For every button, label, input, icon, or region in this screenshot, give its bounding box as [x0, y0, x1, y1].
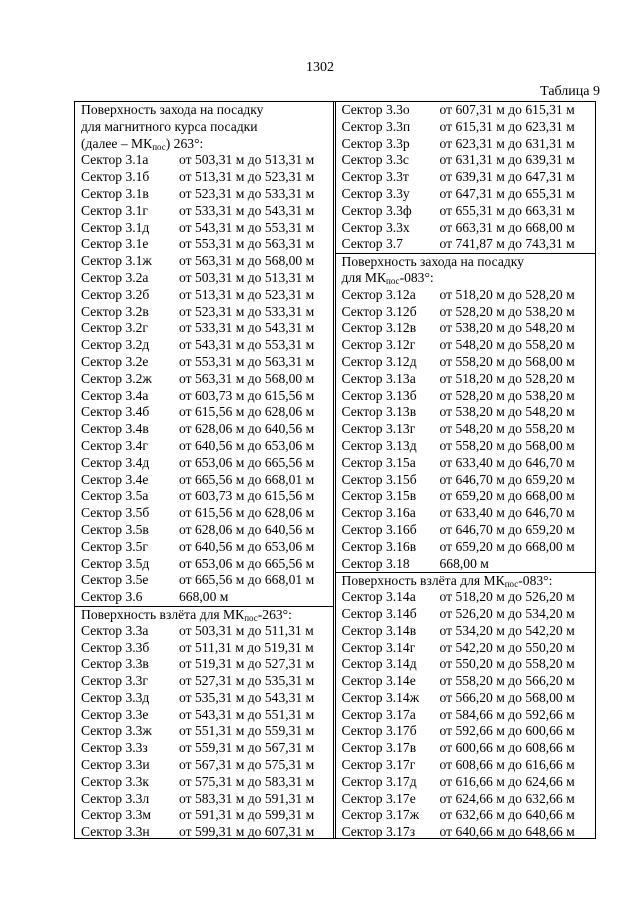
table-right-column [336, 102, 596, 838]
sector-name: Сектор 3.12д [341, 353, 417, 369]
sector-name: Сектор 3.17ж [341, 807, 420, 823]
sector-range: от 646,70 м до 659,20 м [439, 471, 575, 487]
sector-name: Сектор 3.4д [81, 454, 150, 470]
sector-name: Сектор 3.5е [81, 572, 149, 588]
sector-name: Сектор 3.3у [341, 185, 410, 201]
continued-rows [336, 102, 596, 253]
table-row [75, 556, 333, 573]
table-row [75, 539, 333, 556]
table-row [75, 807, 333, 824]
sector-name: Сектор 3.5в [81, 521, 149, 537]
sector-name: Сектор 3.15б [341, 471, 417, 487]
sector-range: от 558,20 м до 568,00 м [439, 353, 575, 369]
sector-range: от 607,31 м до 615,31 м [439, 102, 575, 117]
table-row [75, 522, 333, 539]
sector-name: Сектор 3.1ж [81, 253, 152, 269]
sector-range: от 567,31 м до 575,31 м [179, 757, 315, 773]
sector-range: от 503,31 м до 511,31 м [179, 622, 314, 638]
table-row [75, 287, 333, 304]
sector-range: от 665,56 м до 668,01 м [179, 471, 315, 487]
table-row [75, 253, 333, 270]
sector-range: от 511,31 м до 519,31 м [179, 639, 314, 655]
sectors-table [74, 101, 596, 839]
sector-name: Сектор 3.5д [81, 555, 150, 571]
sector-name: Сектор 3.1е [81, 236, 149, 252]
table-row [75, 723, 333, 740]
sector-range: от 653,06 м до 665,56 м [179, 555, 315, 571]
sector-range: от 533,31 м до 543,31 м [179, 320, 315, 336]
sector-name: Сектор 3.12г [341, 337, 416, 353]
table-row [75, 337, 333, 354]
sector-range: 668,00 м [179, 589, 229, 605]
sector-name: Сектор 3.3г [81, 673, 149, 689]
table-row [75, 152, 333, 169]
sector-name: Сектор 3.15а [341, 454, 416, 470]
sector-name: Сектор 3.3в [81, 656, 149, 672]
heading-subscript: пос [244, 612, 258, 623]
sector-name: Сектор 3.17в [341, 740, 417, 756]
sector-name: Сектор 3.1в [81, 185, 149, 201]
table-row [75, 421, 333, 438]
sector-range: от 628,06 м до 640,56 м [179, 421, 315, 437]
table-row [336, 388, 596, 405]
table-row [75, 186, 333, 203]
sector-name: Сектор 3.14а [341, 589, 416, 605]
sector-name: Сектор 3.3с [341, 152, 409, 168]
table-row [336, 136, 596, 153]
table-row [336, 169, 596, 186]
sector-range: от 659,20 м до 668,00 м [439, 538, 575, 554]
sector-name: Сектор 3.3к [81, 773, 150, 789]
sector-range: от 518,20 м до 526,20 м [439, 589, 575, 605]
sector-range: от 646,70 м до 659,20 м [439, 521, 575, 537]
table-row [336, 287, 596, 304]
landing-083-rows [336, 287, 596, 573]
table-row [336, 757, 596, 774]
sector-range: от 665,56 м до 668,01 м [179, 572, 315, 588]
sector-name: Сектор 3.13д [341, 437, 417, 453]
sector-range: от 527,31 м до 535,31 м [179, 673, 315, 689]
sector-name: Сектор 3.13г [341, 421, 416, 437]
table-row [336, 472, 596, 489]
page-number: 1302 [306, 60, 334, 75]
sector-range: от 543,31 м до 553,31 м [179, 219, 315, 235]
table-row [75, 707, 333, 724]
sector-range: от 603,73 м до 615,56 м [179, 488, 315, 504]
sector-name: Сектор 3.2а [81, 269, 149, 285]
sector-name: Сектор 3.16а [341, 505, 416, 521]
sector-name: Сектор 3.2г [81, 320, 149, 336]
sector-range: от 559,31 м до 567,31 м [179, 740, 315, 756]
table-row [75, 673, 333, 690]
sector-range: от 615,31 м до 623,31 м [439, 118, 575, 134]
table-row [336, 539, 596, 556]
sector-range: от 533,31 м до 543,31 м [179, 202, 315, 218]
sector-name: Сектор 3.1д [81, 219, 150, 235]
sector-name: Сектор 3.2е [81, 353, 149, 369]
sector-range: от 624,66 м до 632,66 м [439, 790, 575, 806]
table-row [336, 774, 596, 791]
sector-range: от 600,66 м до 608,66 м [439, 740, 575, 756]
table-row [336, 589, 596, 606]
table-row [336, 522, 596, 539]
sector-name: Сектор 3.16б [341, 521, 417, 537]
table-row [336, 236, 596, 253]
table-row [336, 824, 596, 841]
sector-range: от 655,31 м до 663,31 м [439, 202, 575, 218]
sector-range: от 553,31 м до 563,31 м [179, 353, 315, 369]
table-row [336, 723, 596, 740]
sector-range: от 632,66 м до 640,66 м [439, 807, 575, 823]
sector-name: Сектор 3.15в [341, 488, 417, 504]
sector-range: от 659,20 м до 668,00 м [439, 488, 575, 504]
heading-subscript: пос [386, 275, 400, 286]
section-heading-landing-083-line2 [336, 270, 596, 287]
sector-range: от 623,31 м до 631,31 м [439, 135, 575, 151]
section-heading-landing-263-line3 [75, 136, 333, 153]
sector-name: Сектор 3.3л [81, 790, 150, 806]
sector-name: Сектор 3.3а [81, 622, 149, 638]
sector-range: от 615,56 м до 628,06 м [179, 404, 315, 420]
sector-name: Сектор 3.2ж [81, 370, 152, 386]
heading-subscript: пос [152, 141, 166, 152]
sector-name: Сектор 3.3п [341, 118, 411, 134]
sector-name: Сектор 3.12б [341, 303, 417, 319]
table-row [75, 505, 333, 522]
sector-name: Сектор 3.18 [341, 555, 410, 571]
sector-range: от 615,56 м до 628,06 м [179, 505, 315, 521]
sector-range: от 548,20 м до 558,20 м [439, 421, 575, 437]
sector-name: Сектор 3.4в [81, 421, 149, 437]
sector-name: Сектор 3.3х [341, 219, 410, 235]
sector-range: от 518,20 м до 528,20 м [439, 286, 575, 302]
sector-name: Сектор 3.14д [341, 656, 417, 672]
table-row [75, 488, 333, 505]
sector-name: Сектор 3.3р [341, 135, 410, 151]
sector-range: от 542,20 м до 550,20 м [439, 639, 575, 655]
table-row [336, 337, 596, 354]
sector-range: от 534,20 м до 542,20 м [439, 622, 575, 638]
sector-name: Сектор 3.1а [81, 152, 149, 168]
sector-name: Сектор 3.5б [81, 505, 150, 521]
table-row [336, 354, 596, 371]
table-row [336, 438, 596, 455]
sector-name: Сектор 3.14г [341, 639, 416, 655]
sector-range: от 513,31 м до 523,31 м [179, 169, 315, 185]
sector-range: от 523,31 м до 533,31 м [179, 303, 315, 319]
sector-name: Сектор 3.16в [341, 538, 417, 554]
table-row [336, 673, 596, 690]
sector-name: Сектор 3.14в [341, 622, 417, 638]
table-row [75, 203, 333, 220]
table-row [75, 640, 333, 657]
heading-text: Поверхность взлёта для МК [341, 573, 505, 589]
sector-name: Сектор 3.1б [81, 169, 150, 185]
sector-range: от 633,40 м до 646,70 м [439, 454, 575, 470]
table-row [336, 404, 596, 421]
table-row [336, 740, 596, 757]
sector-range: от 608,66 м до 616,66 м [439, 757, 575, 773]
table-row [336, 119, 596, 136]
table-row [75, 270, 333, 287]
sector-range: от 550,20 м до 558,20 м [439, 656, 575, 672]
sector-range: от 519,31 м до 527,31 м [179, 656, 315, 672]
table-row [75, 404, 333, 421]
section-heading-landing-083-line1: Поверхность захода на посадку [336, 253, 596, 270]
table-row [75, 774, 333, 791]
sector-name: Сектор 3.4г [81, 437, 149, 453]
sector-range: от 528,20 м до 538,20 м [439, 303, 575, 319]
table-row [336, 623, 596, 640]
section-heading-takeoff-263 [75, 606, 333, 623]
table-row [336, 320, 596, 337]
sector-range: от 653,06 м до 665,56 м [179, 454, 315, 470]
sector-range: от 603,73 м до 615,56 м [179, 387, 315, 403]
sector-range: от 543,31 м до 553,31 м [179, 337, 315, 353]
sector-range: от 528,20 м до 538,20 м [439, 387, 575, 403]
heading-text: -263°: [257, 606, 292, 622]
table-row [75, 791, 333, 808]
sector-range: от 628,06 м до 640,56 м [179, 521, 315, 537]
sector-name: Сектор 3.3б [81, 639, 150, 655]
section-heading-landing-263-line2: для магнитного курса посадки [81, 118, 258, 134]
sector-range: от 563,31 м до 568,00 м [179, 370, 315, 386]
sector-name: Сектор 3.7 [341, 236, 403, 252]
table-row [336, 220, 596, 237]
table-row [336, 455, 596, 472]
sector-name: Сектор 3.14е [341, 673, 416, 689]
table-row [336, 606, 596, 623]
table-label: Таблица 9 [540, 84, 600, 99]
sector-name: Сектор 3.5г [81, 538, 149, 554]
sector-range: от 538,20 м до 548,20 м [439, 320, 575, 336]
table-row [336, 102, 596, 119]
table-row [336, 656, 596, 673]
sector-range: от 551,31 м до 559,31 м [179, 723, 315, 739]
table-row [75, 371, 333, 388]
sector-name: Сектор 3.17з [341, 824, 416, 840]
table-row [336, 152, 596, 169]
table-row [336, 371, 596, 388]
sector-name: Сектор 3.17а [341, 706, 416, 722]
sector-name: Сектор 3.6 [81, 589, 143, 605]
sector-range: от 553,31 м до 563,31 м [179, 236, 315, 252]
table-row [336, 304, 596, 321]
heading-text: для МК [341, 269, 387, 285]
sector-name: Сектор 3.3ж [81, 723, 152, 739]
sector-range: от 741,87 м до 743,31 м [439, 236, 575, 252]
landing-263-rows [75, 152, 333, 606]
table-row [75, 438, 333, 455]
sector-range: от 563,31 м до 568,00 м [179, 253, 315, 269]
table-row [75, 656, 333, 673]
heading-text: (далее – МК [81, 135, 153, 151]
table-row [75, 388, 333, 405]
sector-name: Сектор 3.4б [81, 404, 150, 420]
takeoff-083-rows [336, 589, 596, 841]
sector-name: Сектор 3.1г [81, 202, 149, 218]
sector-name: Сектор 3.3и [81, 757, 150, 773]
sector-name: Сектор 3.14ж [341, 689, 420, 705]
sector-name: Сектор 3.13б [341, 387, 417, 403]
sector-name: Сектор 3.13а [341, 370, 416, 386]
table-row [336, 556, 596, 573]
section-heading-takeoff-083 [336, 572, 596, 589]
sector-name: Сектор 3.5а [81, 488, 149, 504]
sector-range: от 503,31 м до 513,31 м [179, 269, 315, 285]
sector-range: от 640,56 м до 653,06 м [179, 437, 315, 453]
sector-name: Сектор 3.17д [341, 773, 417, 789]
sector-range: от 558,20 м до 566,20 м [439, 673, 575, 689]
sector-name: Сектор 3.3д [81, 689, 150, 705]
sector-name: Сектор 3.3о [341, 102, 410, 117]
sector-name: Сектор 3.3м [81, 807, 152, 823]
heading-text: -083°: [518, 573, 553, 589]
table-row [336, 791, 596, 808]
sector-name: Сектор 3.17б [341, 723, 417, 739]
table-row [336, 690, 596, 707]
sector-name: Сектор 3.4е [81, 471, 149, 487]
sector-name: Сектор 3.17г [341, 757, 416, 773]
sector-range: от 663,31 м до 668,00 м [439, 219, 575, 235]
sector-range: от 548,20 м до 558,20 м [439, 337, 575, 353]
sector-range: от 518,20 м до 528,20 м [439, 370, 575, 386]
sector-name: Сектор 3.3н [81, 824, 150, 840]
sector-name: Сектор 3.12а [341, 286, 416, 302]
sector-name: Сектор 3.4а [81, 387, 149, 403]
table-left-column [75, 102, 336, 838]
sector-range: от 639,31 м до 647,31 м [439, 169, 575, 185]
table-row [336, 203, 596, 220]
sector-range: от 633,40 м до 646,70 м [439, 505, 575, 521]
sector-range: от 558,20 м до 568,00 м [439, 437, 575, 453]
heading-text: ) 263°: [165, 135, 204, 151]
section-heading-landing-263-line1: Поверхность захода на посадку [81, 102, 264, 117]
heading-subscript: пос [504, 579, 519, 590]
sector-name: Сектор 3.3е [81, 706, 149, 722]
table-row [75, 304, 333, 321]
sector-range: от 535,31 м до 543,31 м [179, 689, 315, 705]
table-row [75, 220, 333, 237]
sector-range: от 640,56 м до 653,06 м [179, 538, 315, 554]
table-row [336, 707, 596, 724]
table-row [336, 186, 596, 203]
table-row [336, 421, 596, 438]
heading-text: -083°: [399, 269, 434, 285]
sector-name: Сектор 3.3т [341, 169, 409, 185]
sector-name: Сектор 3.3ф [341, 202, 412, 218]
table-row [75, 690, 333, 707]
sector-range: от 566,20 м до 568,00 м [439, 689, 575, 705]
table-row [75, 623, 333, 640]
sector-name: Сектор 3.2д [81, 337, 150, 353]
sector-name: Сектор 3.14б [341, 605, 417, 621]
heading-text: Поверхность взлёта для МК [81, 606, 245, 622]
table-row [336, 807, 596, 824]
sector-range: от 599,31 м до 607,31 м [179, 824, 315, 840]
sector-range: от 631,31 м до 639,31 м [439, 152, 575, 168]
sector-name: Сектор 3.2в [81, 303, 149, 319]
sector-range: от 584,66 м до 592,66 м [439, 706, 575, 722]
sector-range: 668,00 м [439, 555, 489, 571]
sector-range: от 513,31 м до 523,31 м [179, 286, 315, 302]
takeoff-263-rows [75, 623, 333, 841]
table-row [336, 640, 596, 657]
sector-name: Сектор 3.13в [341, 404, 417, 420]
sector-name: Сектор 3.3з [81, 740, 148, 756]
sector-range: от 616,66 м до 624,66 м [439, 773, 575, 789]
table-row [75, 572, 333, 589]
table-row [75, 589, 333, 606]
table-row [75, 354, 333, 371]
table-row [336, 488, 596, 505]
sector-range: от 591,31 м до 599,31 м [179, 807, 315, 823]
table-row [75, 236, 333, 253]
sector-range: от 575,31 м до 583,31 м [179, 773, 315, 789]
sector-name: Сектор 3.2б [81, 286, 150, 302]
table-row [75, 740, 333, 757]
sector-range: от 523,31 м до 533,31 м [179, 185, 315, 201]
table-row [75, 455, 333, 472]
sector-range: от 526,20 м до 534,20 м [439, 605, 575, 621]
table-row [75, 824, 333, 841]
sector-range: от 538,20 м до 548,20 м [439, 404, 575, 420]
sector-range: от 592,66 м до 600,66 м [439, 723, 575, 739]
sector-range: от 503,31 м до 513,31 м [179, 152, 315, 168]
table-row [75, 757, 333, 774]
table-row [75, 472, 333, 489]
sector-name: Сектор 3.12в [341, 320, 417, 336]
table-row [336, 505, 596, 522]
table-row [75, 320, 333, 337]
table-row [75, 169, 333, 186]
sector-range: от 543,31 м до 551,31 м [179, 706, 315, 722]
sector-range: от 640,66 м до 648,66 м [439, 824, 575, 840]
sector-range: от 583,31 м до 591,31 м [179, 790, 315, 806]
sector-name: Сектор 3.17е [341, 790, 416, 806]
sector-range: от 647,31 м до 655,31 м [439, 185, 575, 201]
